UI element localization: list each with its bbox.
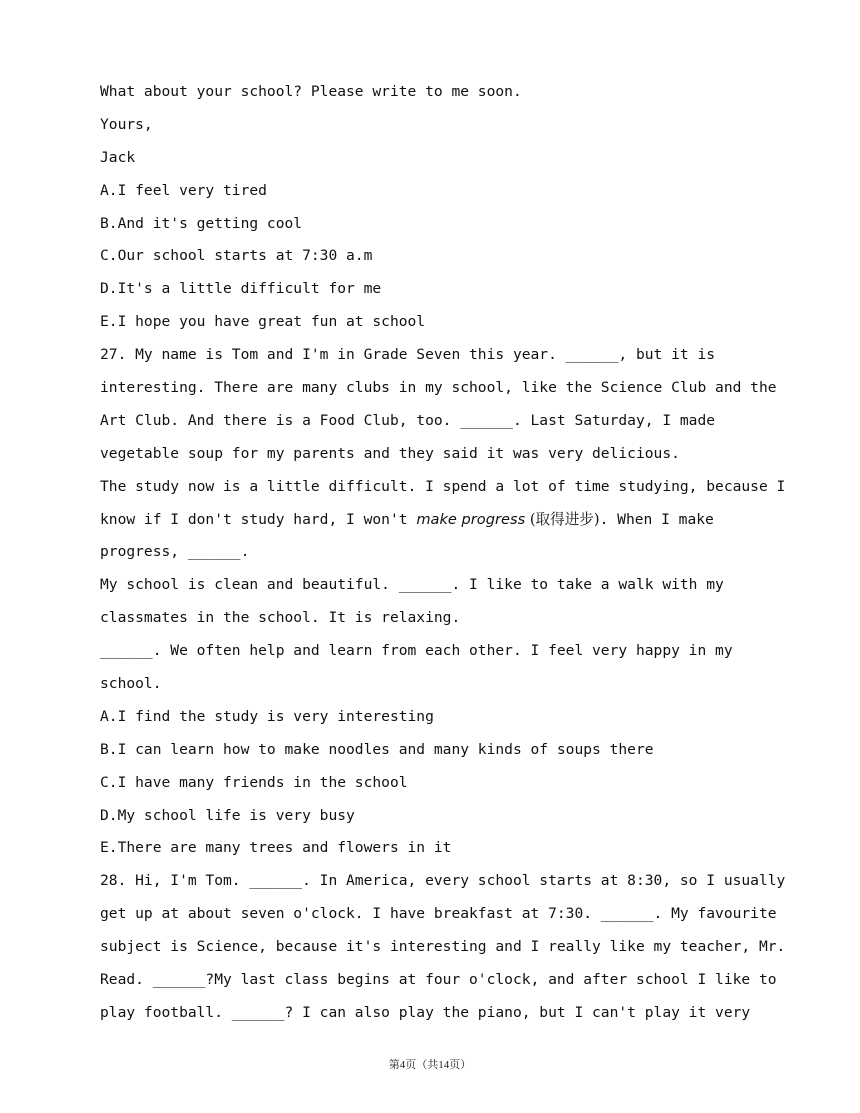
q27-line: The study now is a little difficult. I spend a lot of time studying, because I xyxy=(100,477,786,495)
q27-line: classmates in the school. It is relaxing. xyxy=(100,609,461,627)
q27-line: vegetable soup for my parents and they said it was very delicious. xyxy=(100,444,680,462)
q27-line: interesting. There are many clubs in my school, like the Science Club and the xyxy=(100,379,777,397)
letter-signature: Jack xyxy=(100,148,136,166)
progress-line-after: . When I make xyxy=(599,510,714,528)
page-footer: 第4页（共14页） xyxy=(388,1059,472,1071)
q26-option-e: E.I hope you have great fun at school xyxy=(100,313,426,331)
letter-signoff: Yours, xyxy=(100,115,153,133)
q28-line: play football. ______? I can also play the piano, but I can't play it very xyxy=(100,1003,751,1021)
q27-line: school. xyxy=(100,675,162,693)
q28-line: 28. Hi, I'm Tom. ______. In America, every school starts at 8:30, so I usually xyxy=(100,872,786,890)
q26-option-b: B.And it's getting cool xyxy=(100,214,303,232)
q27-line: progress, ______. xyxy=(100,543,250,561)
q27-option-b: B.I can learn how to make noodles and many kinds of soups there xyxy=(100,740,654,758)
q28-line: subject is Science, because it's interesting and I really like my teacher, Mr. xyxy=(100,938,786,956)
q27-option-a: A.I find the study is very interesting xyxy=(100,707,434,725)
q28-line: Read. ______?My last class begins at four o'clock, and after school I like to xyxy=(100,971,777,989)
letter-closing-question: What about your school? Please write to me soon. xyxy=(100,83,522,100)
q27-option-e: E.There are many trees and flowers in it xyxy=(100,839,452,857)
chinese-gloss: (取得进步) xyxy=(525,510,600,528)
progress-line-before: know if I don't study hard, I won't xyxy=(100,510,417,528)
q26-option-c: C.Our school starts at 7:30 a.m xyxy=(100,247,373,265)
q26-option-a: A.I feel very tired xyxy=(100,181,267,199)
q27-line: ______. We often help and learn from each other. I feel very happy in my xyxy=(100,642,733,660)
q27-line: Art Club. And there is a Food Club, too. ______. Last Saturday, I made xyxy=(100,411,716,429)
q27-option-d: D.My school life is very busy xyxy=(100,806,355,824)
page-content xyxy=(100,78,786,1032)
q27-line: My school is clean and beautiful. ______. I like to take a walk with my xyxy=(100,576,724,594)
make-progress-phrase: make progress xyxy=(416,510,526,528)
q26-option-d: D.It's a little difficult for me xyxy=(100,280,382,298)
q28-line: get up at about seven o'clock. I have breakfast at 7:30. ______. My favourite xyxy=(100,905,777,923)
q27-option-c: C.I have many friends in the school xyxy=(100,773,408,791)
q27-line: 27. My name is Tom and I'm in Grade Seven this year. ______, but it is xyxy=(100,346,716,364)
q27-progress-line xyxy=(100,506,765,539)
